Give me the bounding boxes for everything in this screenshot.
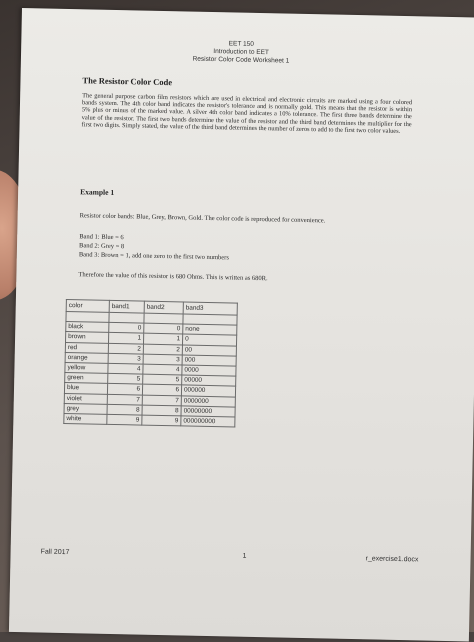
table-cell: 5 xyxy=(143,374,182,385)
table-cell: 2 xyxy=(143,344,182,355)
table-cell: black xyxy=(66,322,109,333)
table-cell xyxy=(109,312,144,323)
table-cell: 000000000 xyxy=(181,416,235,427)
table-cell: 00000000 xyxy=(181,406,235,417)
table-cell: 000 xyxy=(182,355,236,366)
column-header: band1 xyxy=(109,300,144,313)
footer-filename: r_exercise1.docx xyxy=(365,555,419,564)
page-header xyxy=(21,36,461,69)
table-cell: 8 xyxy=(142,405,181,416)
table-cell: 0 xyxy=(144,323,183,334)
table-cell: brown xyxy=(66,332,109,343)
table-cell: red xyxy=(65,342,108,353)
example-title: Example 1 xyxy=(80,187,115,197)
table-cell: yellow xyxy=(65,362,108,373)
table-cell: 9 xyxy=(142,415,181,426)
worksheet-page xyxy=(9,8,474,641)
example-band2: Band 2: Grey = 8 xyxy=(78,242,125,251)
table-cell: 4 xyxy=(143,364,182,375)
table-cell: 0000 xyxy=(182,365,236,376)
table-cell: blue xyxy=(64,383,107,394)
table-cell: 00 xyxy=(182,344,236,355)
table-cell: 2 xyxy=(108,343,143,354)
column-header: band2 xyxy=(144,301,183,314)
column-header: band3 xyxy=(183,302,237,315)
table-cell: 7 xyxy=(142,395,181,406)
table-cell: 0000000 xyxy=(181,395,235,406)
table-cell: 000000 xyxy=(181,385,235,396)
table-row xyxy=(64,413,235,427)
table-cell: 3 xyxy=(108,353,143,364)
table-cell: 8 xyxy=(107,404,142,415)
table-cell: 4 xyxy=(108,363,143,374)
footer-term: Fall 2017 xyxy=(40,548,70,557)
course-code: EET 150 xyxy=(228,40,254,48)
course-title: Introduction to EET xyxy=(213,48,270,57)
example-band1: Band 1: Blue = 6 xyxy=(79,233,124,242)
color-code-table xyxy=(63,299,238,428)
section-title: The Resistor Color Code xyxy=(82,75,173,88)
table-cell: 0 xyxy=(182,334,236,345)
table-cell: 9 xyxy=(107,414,142,425)
example-band3: Band 3: Brown = 1, add one zero to the first two numbers xyxy=(78,251,229,262)
table-cell: 00000 xyxy=(182,375,236,386)
table-cell: none xyxy=(183,324,237,335)
example-bands-line: Resistor color bands: Blue, Grey, Brown, Gold. The color code is reproduced for convenience. xyxy=(79,212,326,225)
table-cell: orange xyxy=(65,352,108,363)
table-cell: 3 xyxy=(143,354,182,365)
table-cell: 6 xyxy=(142,384,181,395)
worksheet-title: Resistor Color Code Worksheet 1 xyxy=(192,55,290,65)
column-header: color xyxy=(66,299,109,312)
table-cell: 1 xyxy=(109,333,144,344)
table-cell: 5 xyxy=(108,374,143,385)
table-cell: 7 xyxy=(107,394,142,405)
table-cell: green xyxy=(65,373,108,384)
table-cell: grey xyxy=(64,403,107,414)
table-cell: white xyxy=(64,413,107,424)
table-cell: 0 xyxy=(109,323,144,334)
footer-page-number: 1 xyxy=(242,552,247,560)
table-cell: violet xyxy=(64,393,107,404)
example-conclusion: Therefore the value of this resistor is 680 Ohms. This is written as 680R. xyxy=(78,271,268,283)
table-cell: 6 xyxy=(107,384,142,395)
intro-paragraph: The general purpose carbon film resistors which are used in electrical and electronic circuits are marked using a four colored bands system. The 4th color band indicates the resistor's tolerance and is normally gold. This means that the resistor is within 5% plus or minus of the marked value. A silver 4th color band indicates a 10% tolerance. The first three bands determine the value of the resistor. The first two bands determine the value of the resistor and the third band determines the multiplier for the first two digits. Simply stated, the value of the third band determines the number of zeros to add to the first two color values. xyxy=(81,92,413,135)
table-cell: 1 xyxy=(143,333,182,344)
